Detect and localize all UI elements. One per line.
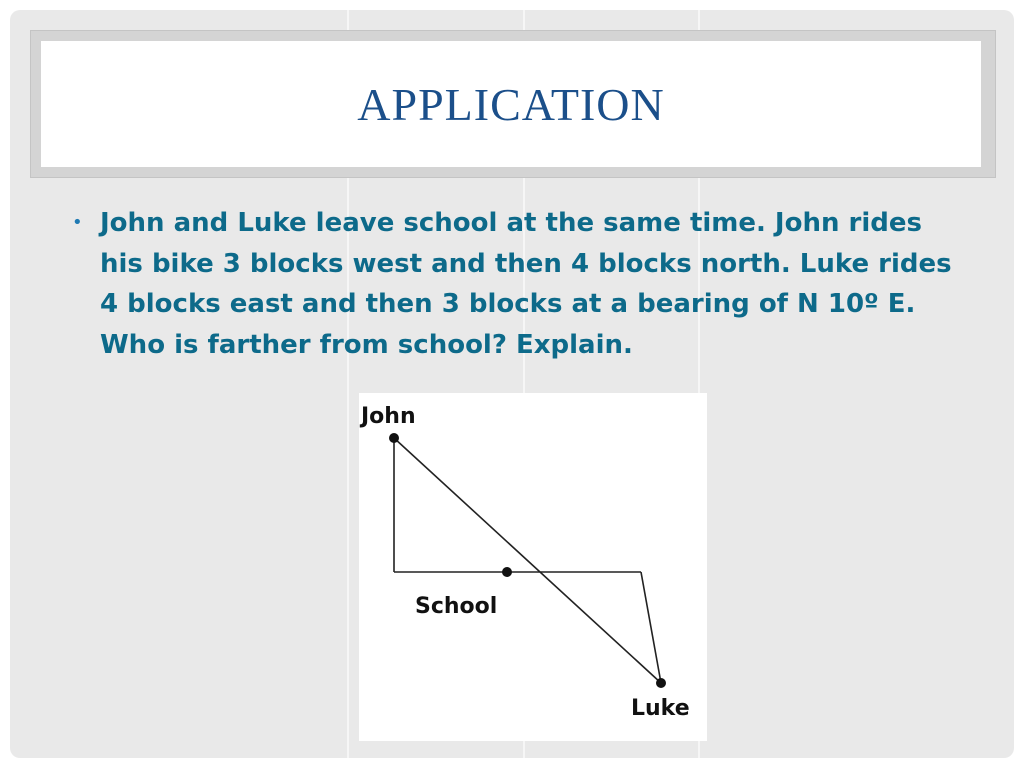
diagram-figure	[359, 393, 707, 741]
school-label: School	[415, 594, 498, 619]
slide-title: APPLICATION	[357, 78, 665, 130]
bullet-text: John and Luke leave school at the same time. John rides his bike 3 blocks west and then 4 blocks north. Luke rides 4 blocks east and then 3 blocks at a bearing of N 10º E. Who is farther from school? Explain.	[100, 208, 952, 360]
john-point	[389, 433, 399, 443]
bullet-icon: •	[72, 212, 83, 233]
luke-label: Luke	[631, 696, 690, 721]
john-luke-line	[394, 438, 661, 683]
john-label: John	[361, 404, 416, 429]
slide-background	[10, 10, 1014, 758]
diagram-svg	[359, 393, 707, 741]
school-point	[502, 567, 512, 577]
luke-point	[656, 678, 666, 688]
title-box	[41, 41, 981, 167]
bullet-item	[72, 203, 972, 365]
